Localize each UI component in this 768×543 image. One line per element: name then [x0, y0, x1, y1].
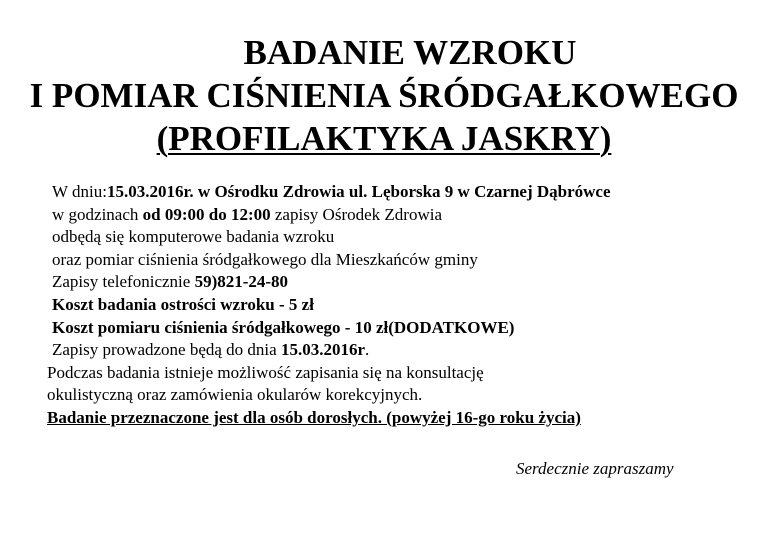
body-line-date-place — [52, 181, 611, 204]
body-line-consultation: Podczas badania istnieje możliwość zapisania się na konsultację — [47, 362, 484, 382]
title-line-1: BADANIE WZROKU — [243, 33, 577, 72]
body-line-age-requirement: Badanie przeznaczone jest dla osób dorosłych. (powyżej 16-go roku życia) — [47, 408, 581, 427]
phone-number: 59)821-24-80 — [194, 272, 289, 292]
deadline-date: 15.03.2016r — [280, 340, 365, 360]
body-line-exams: odbędą się komputerowe badania wzroku — [52, 227, 335, 247]
date-label: W dniu: — [52, 182, 107, 201]
body-line-pressure: oraz pomiar ciśnienia śródgałkowego dla Mieszkańców gminy — [52, 249, 478, 269]
deadline-label: Zapisy prowadzone będą do dnia — [52, 340, 281, 360]
date-place-value: 15.03.2016r. w Ośrodku Zdrowia ul. Lęborska 9 w Czarnej Dąbrówce — [106, 182, 611, 201]
title-line-3 — [0, 119, 768, 159]
body-line-glasses: okulistyczną oraz zamówienia okularów korekcyjnych. — [47, 385, 423, 405]
title-line-3-text: (PROFILAKTYKA JASKRY) — [156, 119, 612, 158]
deadline-dot: . — [365, 340, 370, 360]
body-line-cost-pressure: Koszt pomiaru ciśnienia śródgałkowego - 10 zł(DODATKOWE) — [52, 317, 515, 337]
hours-value: od 09:00 do 12:00 — [142, 204, 271, 224]
body-line-cost-vision: Koszt badania ostrości wzroku - 5 zł — [52, 295, 314, 314]
body-line-phone — [52, 271, 288, 294]
body-line-deadline — [52, 339, 369, 362]
hours-prefix: w godzinach — [52, 204, 143, 224]
body-line-hours — [52, 204, 442, 227]
closing-greeting: Serdecznie zapraszamy — [516, 459, 674, 478]
hours-suffix: zapisy Ośrodek Zdrowia — [270, 204, 442, 224]
phone-label: Zapisy telefonicznie — [52, 272, 195, 292]
title-line-2: I POMIAR CIŚNIENIA ŚRÓDGAŁKOWEGO — [29, 76, 739, 115]
